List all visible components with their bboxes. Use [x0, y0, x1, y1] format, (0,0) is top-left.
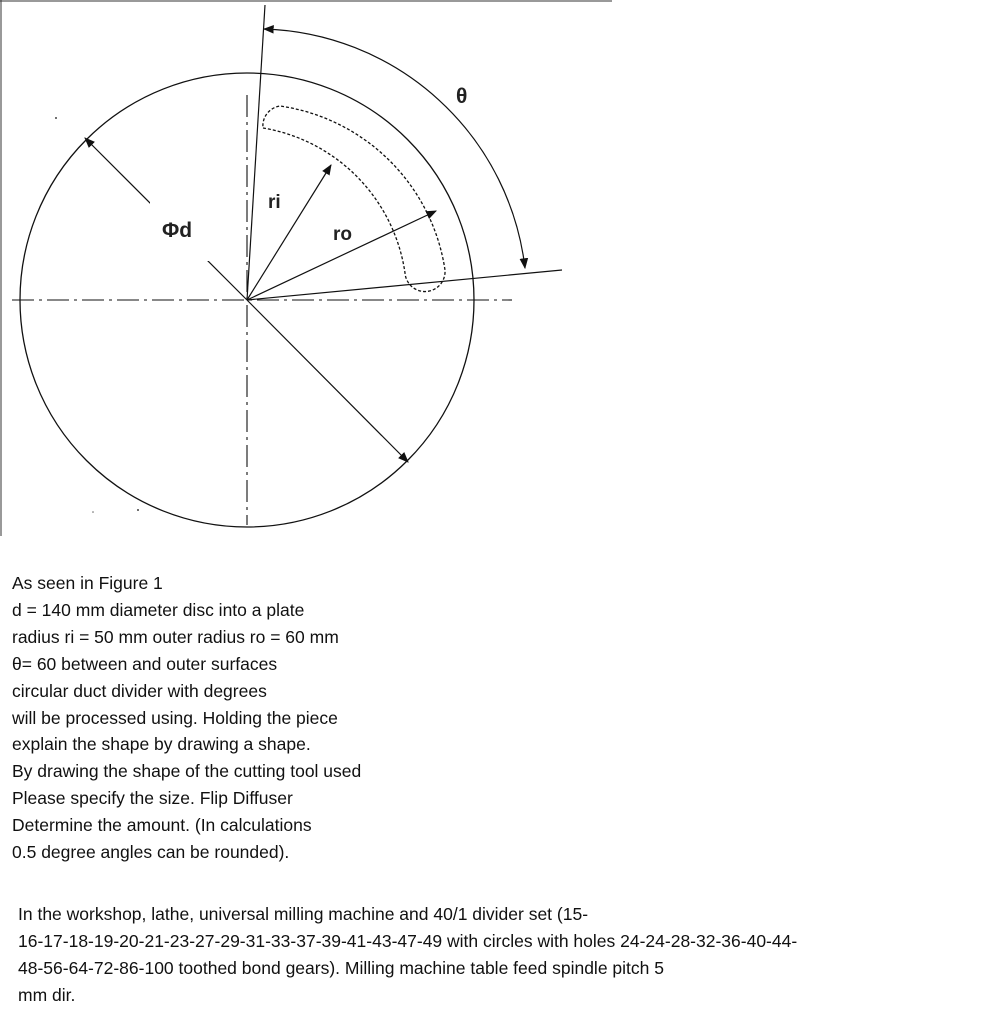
problem-line: radius ri = 50 mm outer radius ro = 60 mm	[12, 626, 339, 647]
workshop-line: In the workshop, lathe, universal milling machine and 40/1 divider set (15-	[18, 904, 589, 924]
angle-arc	[264, 29, 525, 268]
problem-line: circular duct divider with degrees	[12, 680, 267, 701]
problem-line: explain the shape by drawing a shape.	[12, 734, 311, 755]
stray-dot	[137, 509, 139, 511]
stray-dot	[92, 511, 94, 513]
angle-line-lower	[247, 270, 562, 300]
workshop-line: 16-17-18-19-20-21-23-27-29-31-33-37-39-41-43-47-49 with circles with holes 24-24-28-32-36-40-44-	[18, 931, 798, 951]
problem-line: d = 140 mm diameter disc into a plate	[12, 599, 305, 620]
curved-slot	[263, 106, 445, 292]
outer-radius-label: ro	[333, 224, 352, 245]
disc-diagram	[0, 0, 620, 540]
problem-line: Determine the amount. (In calculations	[12, 815, 312, 836]
workshop-line: 48-56-64-72-86-100 toothed bond gears). Milling machine table feed spindle pitch 5	[18, 958, 664, 978]
angle-line-upper	[247, 5, 265, 300]
diameter-arrow-lower	[247, 300, 408, 462]
problem-statement	[12, 570, 532, 866]
diameter-label: Φd	[162, 219, 193, 242]
workshop-equipment-text	[18, 901, 968, 1009]
workshop-line: mm dir.	[18, 985, 76, 1005]
problem-line: will be processed using. Holding the piece	[12, 707, 338, 728]
problem-line: 0.5 degree angles can be rounded).	[12, 842, 290, 863]
stray-dot	[55, 117, 57, 119]
inner-radius-label: ri	[268, 192, 281, 213]
angle-label: θ	[456, 85, 468, 108]
problem-line: θ= 60 between and outer surfaces	[12, 653, 278, 674]
problem-line: By drawing the shape of the cutting tool used	[12, 761, 362, 782]
problem-line: As seen in Figure 1	[12, 573, 163, 593]
problem-line: Please specify the size. Flip Diffuser	[12, 788, 293, 809]
